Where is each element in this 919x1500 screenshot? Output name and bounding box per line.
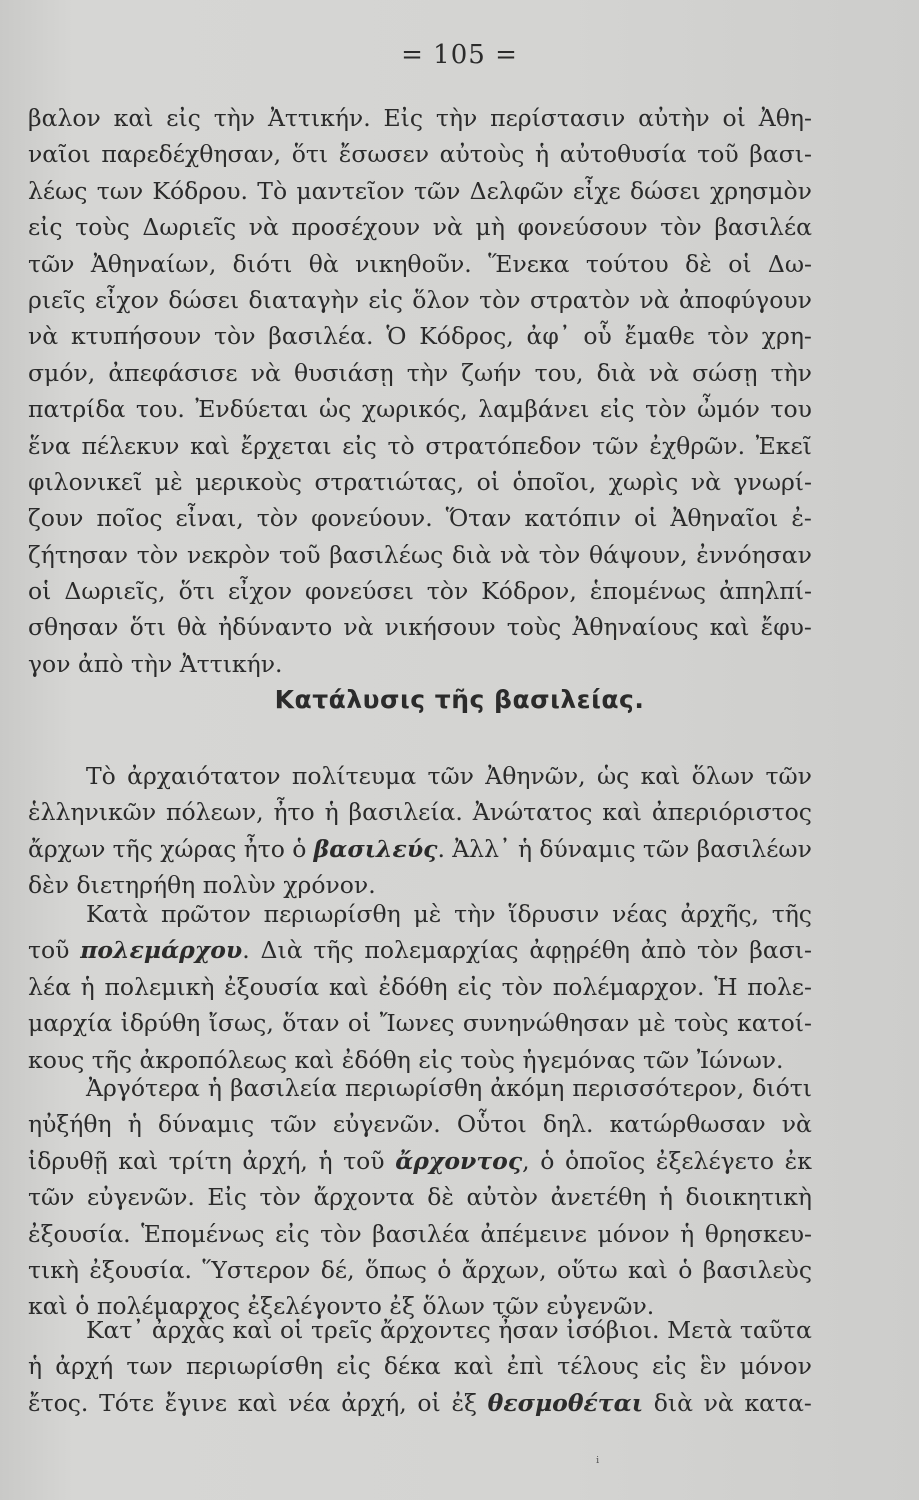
text-line: τικὴ ἐξουσία. Ὕστερον δέ, ὅπως ὁ ἄρχων, οὕτω καὶ ὁ βασιλεὺς	[28, 1255, 812, 1284]
paragraph-3	[28, 896, 812, 1078]
text-line: ριεῖς εἶχον δώσει διαταγὴν εἰς ὅλον τὸν στρατὸν νὰ ἀποφύγουν	[28, 285, 812, 314]
text-line: ἑλληνικῶν πόλεων, ἦτο ἡ βασιλεία. Ἀνώτατος καὶ ἀπεριόριστος	[28, 798, 812, 827]
text-line: τῶν εὐγενῶν. Εἰς τὸν ἄρχοντα δὲ αὐτὸν ἀνετέθη ἡ διοικητικὴ	[28, 1183, 812, 1212]
text-line: Ἀργότερα ἡ βασιλεία περιωρίσθη ἀκόμη περισσότερον, διότι	[86, 1074, 812, 1102]
text-line: δὲν διετηρήθη πολὺν χρόνον.	[28, 871, 376, 900]
text-line: Κατὰ πρῶτον περιωρίσθη μὲ τὴν ἵδρυσιν νέας ἀρχῆς, τῆς	[86, 900, 812, 928]
text-line: φιλονικεῖ μὲ μερικοὺς στρατιώτας, οἱ ὁποῖοι, χωρὶς νὰ γνωρί-	[28, 467, 812, 496]
paragraph-5	[28, 1312, 812, 1421]
text-line: ἱδρυθῇ καὶ τρίτη ἀρχή, ἡ τοῦ ἄρχοντος, ὁ ὁποῖος ἐξελέγετο ἐκ	[28, 1146, 812, 1175]
text-line: ηὐξήθη ἡ δύναμις τῶν εὐγενῶν. Οὗτοι δηλ. κατώρθωσαν νὰ	[28, 1110, 812, 1139]
text-line: γον ἀπὸ τὴν Ἀττικήν.	[28, 649, 283, 678]
text-line: ἐξουσία. Ἑπομένως εἰς τὸν βασιλέα ἀπέμεινε μόνον ἡ θρησκευ-	[28, 1219, 812, 1248]
section-heading: Κατάλυσις τῆς βασιλείας.	[274, 685, 645, 714]
text-line: ζουν ποῖος εἶναι, τὸν φονεύουν. Ὅταν κατόπιν οἱ Ἀθηναῖοι ἐ-	[28, 504, 812, 533]
text-line: τῶν Ἀθηναίων, διότι θὰ νικηθοῦν. Ἕνεκα τούτου δὲ οἱ Δω-	[28, 249, 812, 278]
text-line: ναῖοι παρεδέχθησαν, ὅτι ἔσωσεν αὐτοὺς ἡ αὐτοθυσία τοῦ βασι-	[28, 140, 812, 169]
text-line: βαλον καὶ εἰς τὴν Ἀττικήν. Εἰς τὴν περίστασιν αὐτὴν οἱ Ἀθη-	[28, 104, 812, 132]
text-line: σθησαν ὅτι θὰ ἠδύναντο νὰ νικήσουν τοὺς Ἀθηναίους καὶ ἔφυ-	[28, 613, 812, 642]
text-line: ἡ ἀρχή των περιωρίσθη εἰς δέκα καὶ ἐπὶ τέλους εἰς ἓν μόνον	[28, 1352, 812, 1381]
text-line: μαρχία ἱδρύθη ἴσως, ὅταν οἱ Ἴωνες συνηνώθησαν μὲ τοὺς κατοί-	[28, 1009, 812, 1038]
text-line: Κατ᾽ ἀρχὰς καὶ οἱ τρεῖς ἄρχοντες ἦσαν ἰσόβιοι. Μετὰ ταῦτα	[86, 1316, 812, 1344]
text-line: λέως των Κόδρου. Τὸ μαντεῖον τῶν Δελφῶν εἶχε δώσει χρησμὸν	[28, 176, 812, 205]
text-line: ἄρχων τῆς χώρας ἦτο ὁ βασιλεύς. Ἀλλ᾽ ἡ δύναμις τῶν βασιλέων	[28, 834, 812, 863]
text-line: ζήτησαν τὸν νεκρὸν τοῦ βασιλέως διὰ νὰ τὸν θάψουν, ἐννόησαν	[28, 540, 812, 569]
paragraph-2	[28, 758, 812, 904]
text-line: ἕνα πέλεκυν καὶ ἔρχεται εἰς τὸ στρατόπεδον τῶν ἐχθρῶν. Ἐκεῖ	[28, 431, 812, 460]
text-line: πατρίδα του. Ἐνδύεται ὡς χωρικός, λαμβάνει εἰς τὸν ὦμόν του	[28, 395, 812, 424]
paragraph-1	[28, 100, 812, 682]
text-line: καὶ ὁ πολέμαρχος ἐξελέγοντο ἐξ ὅλων τῶν εὐγενῶν.	[28, 1292, 655, 1321]
text-line: οἱ Δωριεῖς, ὅτι εἶχον φονεύσει τὸν Κόδρον, ἑπομένως ἀπηλπί-	[28, 577, 812, 606]
text-line: σμόν, ἀπεφάσισε νὰ θυσιάσῃ τὴν ζωήν του, διὰ νὰ σώσῃ τὴν	[28, 358, 812, 387]
text-line: κους τῆς ἀκροπόλεως καὶ ἐδόθη εἰς τοὺς ἡγεμόνας τῶν Ἰώνων.	[28, 1045, 784, 1074]
page-number: = 105 =	[401, 40, 518, 70]
text-line: νὰ κτυπήσουν τὸν βασιλέα. Ὁ Κόδρος, ἀφ᾽ οὗ ἔμαθε τὸν χρη-	[28, 322, 812, 351]
text-line: λέα ἡ πολεμικὴ ἐξουσία καὶ ἐδόθη εἰς τὸν πολέμαρχον. Ἡ πολε-	[28, 972, 812, 1001]
stray-print-mark: ᵢ	[596, 1448, 600, 1467]
text-line: ἔτος. Τότε ἔγινε καὶ νέα ἀρχή, οἱ ἐξ θεσμοθέται διὰ νὰ κατα-	[28, 1388, 812, 1417]
text-line: Τὸ ἀρχαιότατον πολίτευμα τῶν Ἀθηνῶν, ὡς καὶ ὅλων τῶν	[86, 762, 812, 790]
text-line: τοῦ πολεμάρχου. Διὰ τῆς πολεμαρχίας ἀφῃρέθη ἀπὸ τὸν βασι-	[28, 936, 812, 965]
text-line: εἰς τοὺς Δωριεῖς νὰ προσέχουν νὰ μὴ φονεύσουν τὸν βασιλέα	[28, 213, 812, 242]
paragraph-4	[28, 1070, 812, 1325]
